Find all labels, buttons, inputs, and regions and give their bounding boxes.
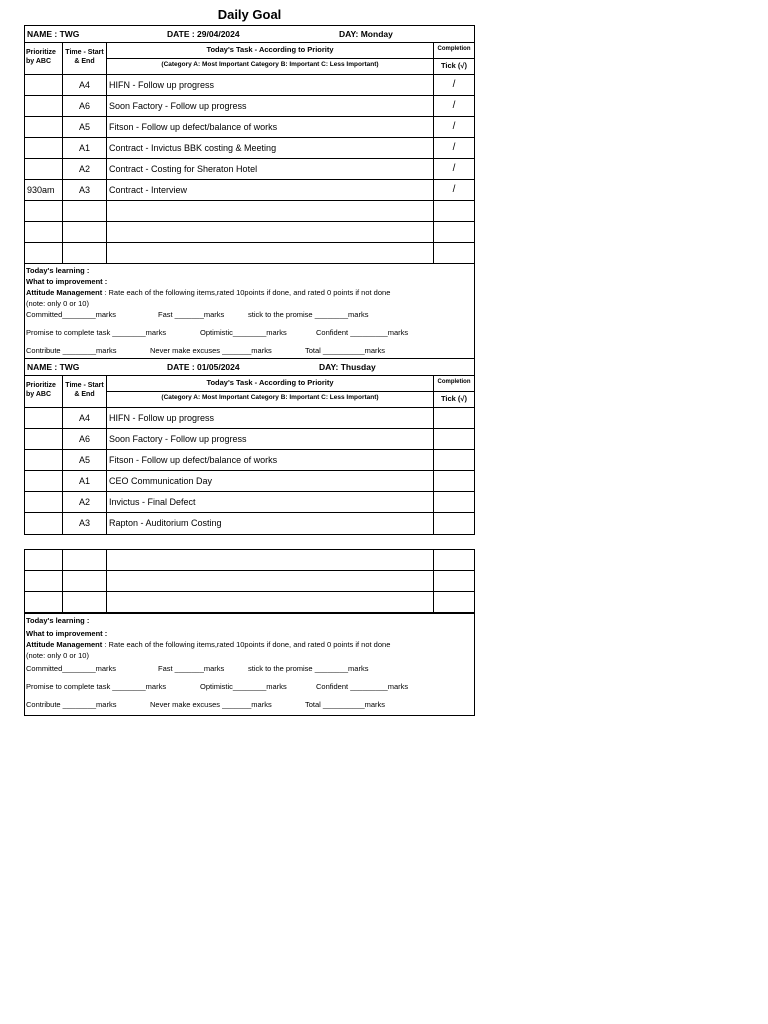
task-cell: HIFN - Follow up progress [107, 75, 434, 95]
prioritize-header: Prioritize by ABC [25, 376, 63, 407]
improvement-label: What to improvement : [26, 629, 108, 638]
confident-field: Confident _________marks [316, 328, 409, 337]
category-legend: (Category A: Most Important Category B: Important C: Less Important) [161, 61, 379, 68]
fast-field: Fast _______marks [158, 310, 225, 319]
contribute-field: Contribute ________marks [26, 700, 117, 709]
priority-cell: A2 [63, 159, 107, 179]
fast-field: Fast _______marks [158, 664, 225, 673]
task-header [107, 376, 434, 407]
table-row [25, 513, 474, 534]
table-row [25, 408, 474, 429]
task-cell: Contract - Interview [107, 180, 434, 200]
priority-cell: A5 [63, 117, 107, 137]
stick-field: stick to the promise ________marks [248, 310, 369, 319]
name-label: NAME : TWG [27, 362, 80, 372]
note-text: (note: only 0 or 10) [26, 651, 89, 660]
page-title: Daily Goal [217, 7, 282, 22]
total-field: Total __________marks [305, 346, 386, 355]
completion-label: Completion [437, 379, 471, 385]
tick-cell: / [452, 79, 456, 90]
table-row [25, 138, 474, 159]
date-label: DATE : 01/05/2024 [167, 362, 240, 372]
tick-cell [434, 408, 474, 428]
table-row [25, 75, 474, 96]
task-cell: Fitson - Follow up defect/balance of works [107, 450, 434, 470]
improvement-label: What to improvement : [26, 277, 108, 286]
promise-field: Promise to complete task ________marks [26, 682, 167, 691]
empty-row [25, 222, 474, 243]
task-header-title: Today's Task - According to Priority [206, 45, 334, 54]
time-cell [25, 117, 63, 137]
optimistic-field: Optimistic________marks [200, 328, 287, 337]
empty-row [25, 592, 474, 613]
time-cell [25, 450, 63, 470]
todays-learning-label: Today's learning : [26, 266, 90, 275]
task-cell: HIFN - Follow up progress [107, 408, 434, 428]
time-cell [25, 138, 63, 158]
todays-learning-label: Today's learning : [26, 616, 90, 625]
priority-cell: A3 [63, 180, 107, 200]
committed-field: Committed________marks [26, 310, 117, 319]
tick-cell: / [452, 121, 456, 132]
completion-label: Completion [437, 46, 471, 52]
attitude-label: Attitude Management [26, 288, 103, 297]
attitude-text: : Rate each of the following items,rated 10points if done, and rated 0 points if not done [102, 640, 391, 649]
promise-field: Promise to complete task ________marks [26, 328, 167, 337]
attitude-label: Attitude Management [26, 640, 103, 649]
daily-goal-sheet-2-continued [24, 549, 475, 716]
priority-cell: A5 [63, 450, 107, 470]
confident-field: Confident _________marks [316, 682, 409, 691]
task-cell: Invictus - Final Defect [107, 492, 434, 512]
tick-cell [434, 429, 474, 449]
priority-cell: A3 [63, 513, 107, 534]
priority-cell: A6 [63, 96, 107, 116]
category-legend: (Category A: Most Important Category B: Important C: Less Important) [161, 394, 379, 401]
tick-cell: / [452, 100, 456, 111]
priority-cell: A4 [63, 408, 107, 428]
time-cell [25, 471, 63, 491]
table-row [25, 429, 474, 450]
optimistic-field: Optimistic________marks [200, 682, 287, 691]
empty-row [25, 571, 474, 592]
task-cell: Contract - Costing for Sheraton Hotel [107, 159, 434, 179]
task-cell: Soon Factory - Follow up progress [107, 96, 434, 116]
table-row [25, 492, 474, 513]
task-header-title: Today's Task - According to Priority [206, 378, 334, 387]
task-cell: Fitson - Follow up defect/balance of works [107, 117, 434, 137]
priority-cell: A1 [63, 138, 107, 158]
stick-field: stick to the promise ________marks [248, 664, 369, 673]
day-label: DAY: Thusday [319, 362, 376, 372]
daily-goal-sheet-1 [24, 25, 475, 535]
priority-cell: A2 [63, 492, 107, 512]
empty-row [25, 243, 474, 264]
time-cell [25, 96, 63, 116]
committed-field: Committed________marks [26, 664, 117, 673]
table-row [25, 450, 474, 471]
note-text: (note: only 0 or 10) [26, 299, 89, 308]
completion-header [434, 376, 474, 407]
day-label: DAY: Monday [339, 29, 393, 39]
table-row [25, 471, 474, 492]
empty-row [25, 550, 474, 571]
task-cell: CEO Communication Day [107, 471, 434, 491]
time-cell [25, 408, 63, 428]
priority-cell: A4 [63, 75, 107, 95]
task-cell: Soon Factory - Follow up progress [107, 429, 434, 449]
empty-row [25, 201, 474, 222]
time-header: Time - Start & End [63, 376, 107, 407]
task-cell: Contract - Invictus BBK costing & Meeting [107, 138, 434, 158]
table-row [25, 96, 474, 117]
tick-label: Tick (√) [440, 394, 468, 403]
task-cell: Rapton - Auditorium Costing [107, 513, 434, 534]
tick-cell: / [452, 184, 456, 195]
contribute-field: Contribute ________marks [26, 346, 117, 355]
total-field: Total __________marks [305, 700, 386, 709]
excuses-field: Never make excuses _______marks [150, 346, 272, 355]
attitude-text: : Rate each of the following items,rated 10points if done, and rated 0 points if not done [102, 288, 391, 297]
table-row [25, 117, 474, 138]
tick-cell: / [452, 142, 456, 153]
table-row [25, 159, 474, 180]
tick-cell [434, 513, 474, 534]
time-cell [25, 513, 63, 534]
task-header [107, 43, 434, 74]
excuses-field: Never make excuses _______marks [150, 700, 272, 709]
time-cell: 930am [25, 180, 63, 200]
learning-section [25, 264, 474, 359]
tick-cell [434, 471, 474, 491]
completion-header [434, 43, 474, 74]
tick-label: Tick (√) [440, 61, 468, 70]
priority-cell: A1 [63, 471, 107, 491]
table-row [25, 180, 474, 201]
tick-cell: / [452, 163, 456, 174]
prioritize-header: Prioritize by ABC [25, 43, 63, 74]
name-label: NAME : TWG [27, 29, 80, 39]
column-header [25, 376, 474, 408]
priority-cell: A6 [63, 429, 107, 449]
time-cell [25, 159, 63, 179]
time-cell [25, 429, 63, 449]
time-cell [25, 492, 63, 512]
time-header: Time - Start & End [63, 43, 107, 74]
column-header [25, 43, 474, 75]
tick-cell [434, 450, 474, 470]
sheet-header [25, 359, 474, 376]
date-label: DATE : 29/04/2024 [167, 29, 240, 39]
learning-section [25, 613, 474, 715]
tick-cell [434, 492, 474, 512]
time-cell [25, 75, 63, 95]
sheet-header [25, 26, 474, 43]
